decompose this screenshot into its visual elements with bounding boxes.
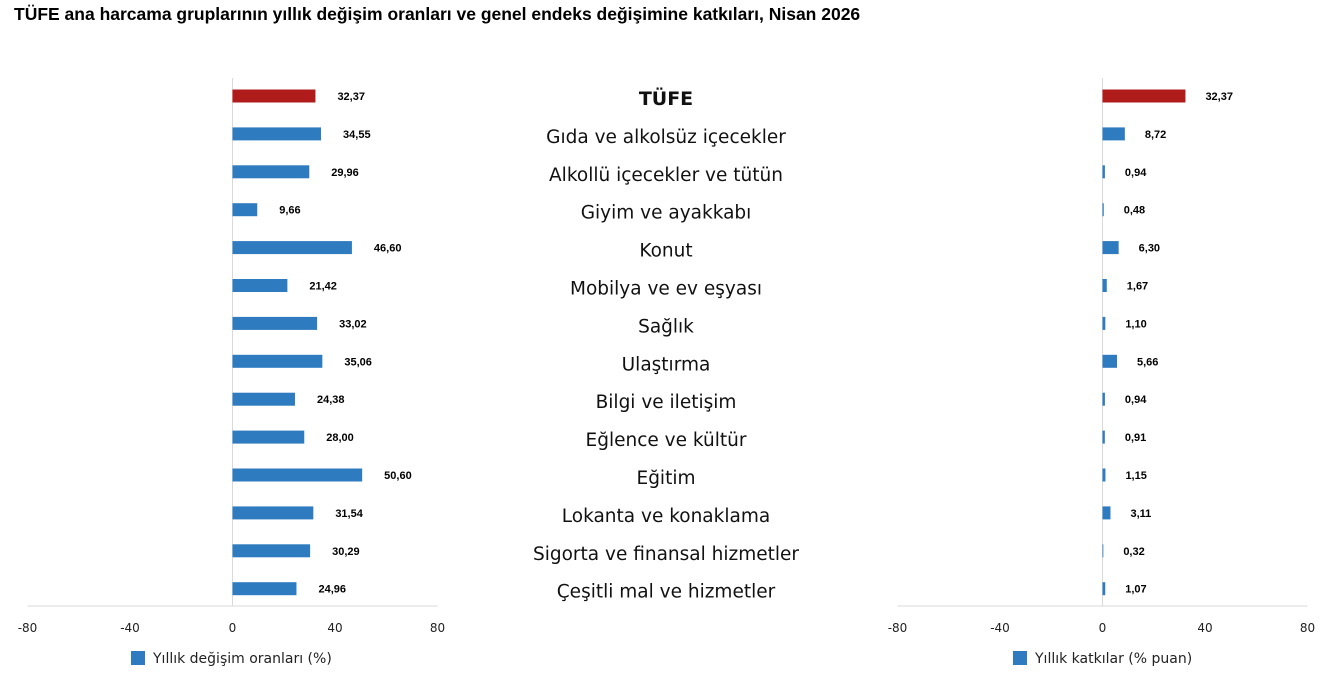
x-tick-label-1: 40	[327, 621, 343, 635]
category-label: Lokanta ve konaklama	[561, 505, 771, 527]
data-label-2: 6,30	[1138, 242, 1161, 255]
bar-2	[1103, 355, 1118, 368]
data-label-1: 31,54	[335, 507, 363, 520]
bar-1	[233, 165, 310, 178]
chart-title: TÜFE ana harcama gruplarının yıllık değişim oranları ve genel endeks değişimine katkıları, Nisan 2026	[14, 4, 861, 24]
bar-1	[233, 127, 322, 140]
category-label: Sigorta ve finansal hizmetler	[532, 543, 800, 565]
category-label: Gıda ve alkolsüz içecekler	[546, 126, 786, 148]
data-label-2: 5,66	[1137, 356, 1159, 369]
data-label-1: 50,60	[384, 470, 412, 482]
category-label: Alkollü içecekler ve tütün	[549, 164, 783, 186]
bar-2	[1103, 127, 1125, 140]
x-tick-label-1: -40	[120, 621, 140, 635]
category-label: Ulaştırma	[621, 354, 711, 376]
bar-2	[1103, 393, 1105, 406]
x-tick-label-2: -40	[990, 621, 1010, 635]
category-label: Eğitim	[636, 468, 696, 489]
data-label-1: 30,29	[332, 545, 360, 558]
data-label-2: 0,32	[1123, 545, 1145, 558]
category-label: Konut	[639, 240, 693, 262]
data-label-2: 0,48	[1123, 204, 1146, 217]
category-label: Mobilya ve ev eşyası	[570, 278, 762, 300]
data-label-2: 8,72	[1144, 128, 1167, 141]
bar-1	[233, 469, 363, 482]
bar-1	[233, 355, 323, 368]
data-label-2: 1,15	[1125, 470, 1147, 482]
data-label-1: 21,42	[309, 280, 337, 293]
data-label-2: 0,94	[1124, 394, 1147, 407]
bar-2	[1103, 431, 1105, 444]
bar-2	[1103, 241, 1119, 254]
data-label-1: 24,96	[318, 583, 346, 596]
category-label: Sağlık	[638, 316, 694, 338]
x-tick-label-2: -80	[887, 621, 908, 635]
data-label-2: 3,11	[1130, 507, 1152, 520]
bar-2	[1103, 317, 1106, 330]
data-label-2: 32,37	[1205, 91, 1233, 103]
data-label-1: 33,02	[339, 318, 367, 331]
category-label: TÜFE	[638, 88, 694, 110]
x-tick-label-1: 80	[429, 621, 446, 635]
data-label-1: 46,60	[373, 242, 402, 255]
bar-1	[233, 317, 318, 330]
bar-2	[1103, 165, 1105, 178]
bar-2	[1103, 90, 1186, 103]
x-tick-label-2: 40	[1197, 621, 1213, 635]
category-label: Çeşitli mal ve hizmetler	[556, 581, 776, 603]
x-tick-label-2: 80	[1299, 621, 1316, 635]
x-tick-label-1: -80	[17, 621, 38, 635]
bar-1	[233, 431, 305, 444]
bar-1	[233, 393, 295, 406]
data-label-1: 29,96	[331, 166, 359, 179]
legend-label-1: Yıllık değişim oranları (%)	[153, 651, 332, 667]
data-label-2: 1,67	[1126, 280, 1149, 293]
bar-1	[233, 241, 352, 254]
data-label-1: 24,38	[316, 394, 345, 407]
bar-2	[1103, 544, 1104, 557]
data-label-1: 28,00	[326, 432, 354, 445]
category-label: Bilgi ve iletişim	[595, 392, 737, 414]
bar-2	[1103, 582, 1106, 595]
bar-1	[233, 279, 288, 292]
bar-1	[233, 582, 297, 595]
x-tick-label-2: 0	[1098, 621, 1107, 635]
data-label-1: 35,06	[344, 356, 372, 369]
data-label-2: 1,07	[1125, 583, 1147, 596]
x-tick-label-1: 0	[228, 621, 237, 635]
data-label-2: 1,10	[1125, 318, 1147, 331]
data-label-1: 9,66	[279, 204, 301, 217]
bar-2	[1103, 506, 1111, 519]
legend-label-2: Yıllık katkılar (% puan)	[1035, 651, 1193, 667]
legend-swatch-2	[1013, 651, 1027, 665]
data-label-2: 0,94	[1124, 166, 1147, 179]
category-label: Giyim ve ayakkabı	[580, 202, 752, 224]
bar-1	[233, 90, 316, 103]
data-label-2: 0,91	[1124, 432, 1147, 445]
bar-1	[233, 506, 314, 519]
bar-1	[233, 203, 258, 216]
data-label-1: 32,37	[337, 91, 365, 103]
bar-1	[233, 544, 311, 557]
bar-2	[1103, 203, 1104, 216]
bar-2	[1103, 279, 1107, 292]
legend-swatch-1	[131, 651, 145, 665]
bar-2	[1103, 469, 1106, 482]
data-label-1: 34,55	[343, 128, 371, 141]
category-label: Eğlence ve kültür	[585, 430, 747, 452]
